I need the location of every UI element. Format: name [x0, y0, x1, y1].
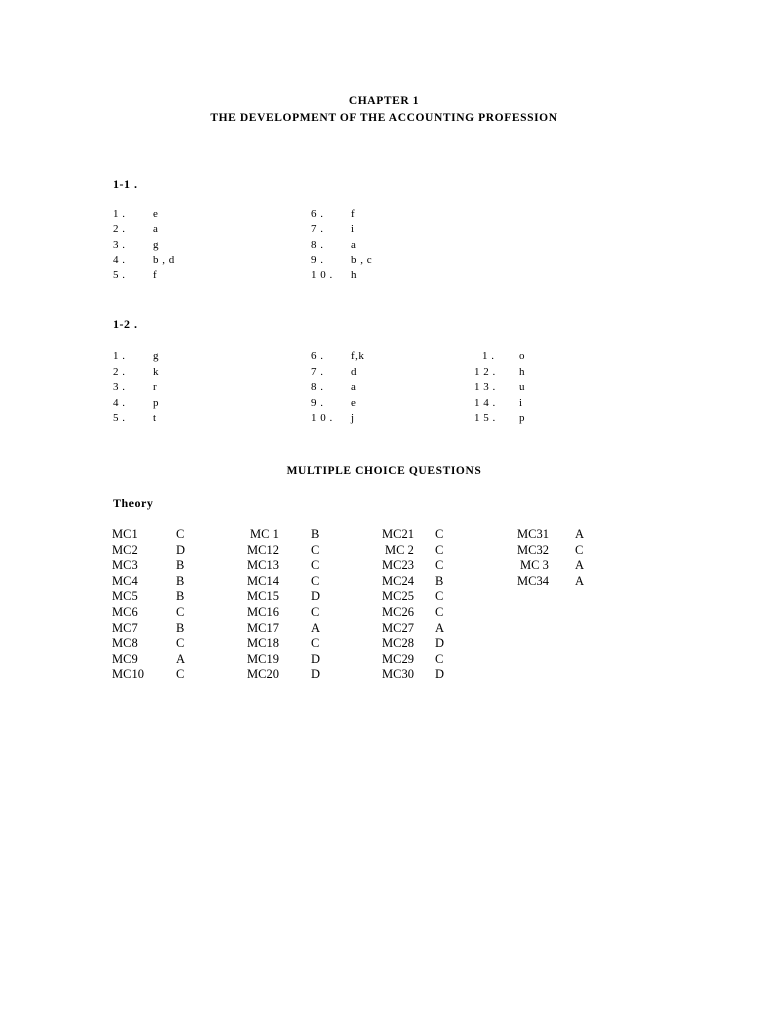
item-number: 7 .	[311, 223, 324, 236]
mc-question-number: MC20	[247, 667, 279, 682]
item-answer: f	[351, 208, 356, 220]
mc-question-number: MC17	[247, 620, 279, 635]
item-answer: g	[153, 238, 159, 251]
item-answer: b , d	[153, 253, 175, 266]
mc-question-number: MC3	[112, 558, 138, 573]
mc-question-number: MC9	[112, 651, 138, 666]
chapter-heading: CHAPTER 1	[348, 95, 420, 107]
item-answer: f	[153, 269, 158, 282]
item-answer: o	[519, 350, 525, 362]
item-answer: u	[519, 381, 525, 394]
item-answer: t	[153, 412, 157, 425]
mc-question-number: MC24	[382, 573, 414, 588]
item-number: 1 0 .	[311, 269, 333, 282]
mc-answer: C	[311, 573, 320, 588]
item-number: 1 .	[113, 208, 126, 220]
mc-question-number: MC15	[247, 589, 279, 604]
mc-answer: C	[435, 527, 444, 541]
mc-answer: C	[311, 636, 320, 651]
mc-answer: B	[176, 558, 185, 573]
item-number: 5 .	[113, 412, 126, 425]
mc-question-number: MC12	[247, 542, 279, 557]
chapter-title: THE DEVELOPMENT OF THE ACCOUNTING PROFESSION	[210, 112, 558, 124]
item-number: 3 .	[113, 381, 126, 394]
mc-question-number: MC6	[112, 605, 138, 619]
item-number: 7 .	[311, 365, 324, 378]
item-answer: p	[519, 412, 525, 425]
item-answer: h	[351, 269, 357, 282]
item-answer: e	[153, 208, 159, 220]
item-answer: i	[351, 223, 355, 236]
item-answer: f,k	[351, 350, 365, 362]
multiple-choice-heading: MULTIPLE CHOICE QUESTIONS	[286, 465, 482, 477]
exercise-1-2-label: 1-2 .	[113, 317, 138, 331]
mc-answer: C	[176, 667, 185, 682]
mc-question-number: MC7	[112, 620, 138, 635]
mc-answer: C	[435, 651, 444, 666]
mc-answer: A	[311, 620, 321, 635]
mc-question-number: MC27	[382, 620, 414, 635]
mc-question-number: MC28	[382, 636, 414, 651]
item-answer: r	[153, 381, 158, 394]
mc-answer: D	[176, 542, 186, 557]
item-answer: a	[351, 238, 357, 251]
item-number: 9 .	[311, 253, 324, 266]
item-answer: d	[351, 365, 357, 378]
item-answer: p	[153, 396, 159, 409]
mc-question-number: MC2	[112, 542, 138, 557]
mc-question-number: MC1	[112, 527, 138, 541]
mc-answer: C	[435, 542, 444, 557]
mc-answer: C	[176, 527, 185, 541]
mc-answer: D	[311, 589, 321, 604]
item-answer: a	[351, 381, 357, 394]
item-number: 1 4 .	[474, 396, 496, 409]
mc-answer: A	[435, 620, 445, 635]
mc-answer: B	[176, 620, 185, 635]
item-number: 2 .	[113, 365, 126, 378]
mc-question-number: MC21	[382, 527, 414, 541]
item-number: 1 .	[113, 350, 126, 362]
mc-answer: C	[311, 542, 320, 557]
mc-answer: B	[176, 573, 185, 588]
mc-answer: A	[176, 651, 186, 666]
mc-question-number: MC14	[247, 573, 279, 588]
mc-answer: C	[311, 605, 320, 619]
mc-question-number: MC13	[247, 558, 279, 573]
mc-question-number: MC31	[517, 527, 549, 541]
mc-question-number: MC18	[247, 636, 279, 651]
mc-question-number: MC23	[382, 558, 414, 573]
item-number: 1 5 .	[474, 412, 496, 425]
item-number: 1 3 .	[474, 381, 496, 394]
mc-question-number: MC25	[382, 589, 414, 604]
item-answer: g	[153, 350, 159, 362]
item-answer: h	[519, 365, 525, 378]
mc-question-number: MC 3	[520, 558, 549, 573]
item-number: 5 .	[113, 269, 126, 282]
item-answer: k	[153, 365, 159, 378]
mc-question-number: MC10	[112, 667, 144, 682]
mc-answer: C	[311, 558, 320, 573]
mc-question-number: MC4	[112, 573, 138, 588]
item-answer: j	[351, 412, 355, 425]
mc-answer: D	[311, 651, 321, 666]
item-number: 6 .	[311, 350, 324, 362]
mc-answer: C	[176, 605, 185, 619]
item-answer: e	[351, 396, 357, 409]
item-number: 4 .	[113, 396, 126, 409]
exercise-1-1-label: 1-1 .	[113, 177, 138, 191]
mc-question-number: MC 1	[250, 527, 279, 541]
mc-answer: D	[435, 667, 445, 682]
item-number: 3 .	[113, 238, 126, 251]
mc-question-number: MC16	[247, 605, 279, 619]
mc-question-number: MC34	[517, 573, 549, 588]
mc-answer: B	[176, 589, 185, 604]
mc-answer: B	[311, 527, 320, 541]
mc-question-number: MC29	[382, 651, 414, 666]
mc-question-number: MC30	[382, 667, 414, 682]
mc-question-number: MC5	[112, 589, 138, 604]
item-answer: i	[519, 396, 523, 409]
mc-answer: C	[435, 589, 444, 604]
mc-answer: A	[575, 527, 585, 541]
item-number: 6 .	[311, 208, 324, 220]
mc-answer: D	[435, 636, 445, 651]
item-number: 1 0 .	[311, 412, 333, 425]
item-number: 1 .	[482, 350, 495, 362]
item-number: 8 .	[311, 381, 324, 394]
mc-answer: C	[435, 558, 444, 573]
item-number: 9 .	[311, 396, 324, 409]
mc-question-number: MC19	[247, 651, 279, 666]
item-number: 1 2 .	[474, 365, 496, 378]
mc-answer: B	[435, 573, 444, 588]
mc-answer: A	[575, 573, 585, 588]
item-answer: a	[153, 223, 159, 236]
mc-answer: D	[311, 667, 321, 682]
mc-question-number: MC 2	[385, 542, 414, 557]
mc-question-number: MC26	[382, 605, 414, 619]
item-number: 8 .	[311, 238, 324, 251]
item-number: 4 .	[113, 253, 126, 266]
theory-subheading: Theory	[113, 496, 154, 510]
mc-answer: C	[575, 542, 584, 557]
mc-question-number: MC8	[112, 636, 138, 651]
mc-question-number: MC32	[517, 542, 549, 557]
item-number: 2 .	[113, 223, 126, 236]
item-answer: b , c	[351, 253, 373, 266]
mc-answer: C	[176, 636, 185, 651]
mc-answer: A	[575, 558, 585, 573]
mc-answer: C	[435, 605, 444, 619]
